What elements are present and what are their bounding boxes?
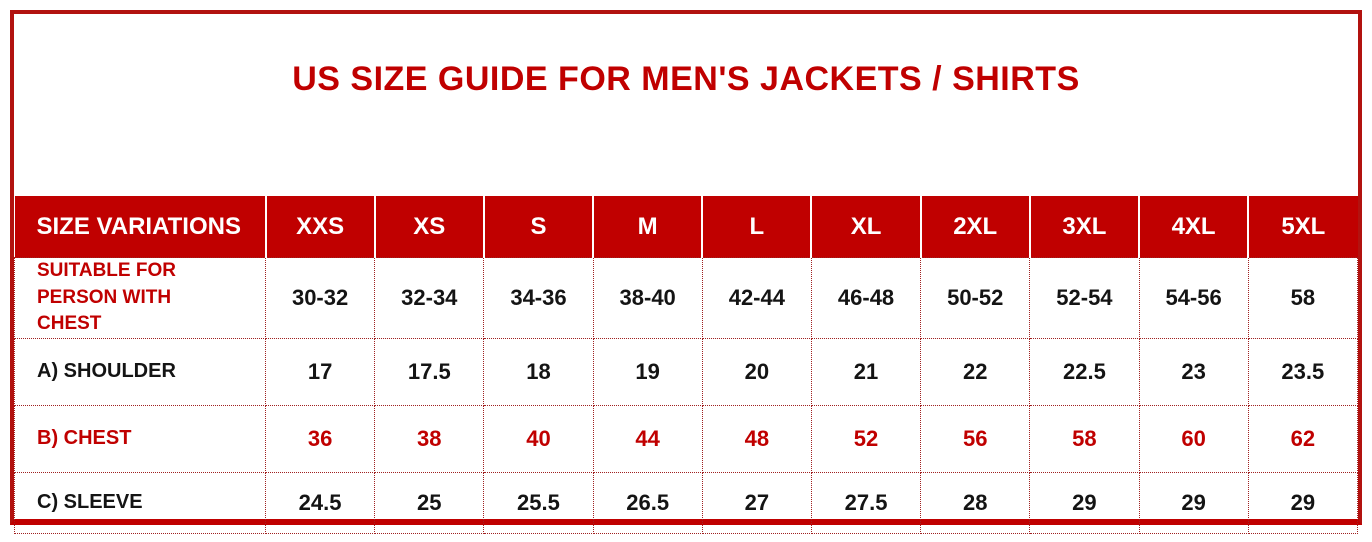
cell-value: 18 xyxy=(484,338,593,405)
cell-value: 34-36 xyxy=(484,258,593,339)
header-2xl: 2XL xyxy=(921,196,1030,258)
table-row-chest-range xyxy=(15,258,1358,339)
cell-value: 50-52 xyxy=(921,258,1030,339)
cell-value: 22.5 xyxy=(1030,338,1139,405)
cell-value: 25 xyxy=(375,472,484,533)
cell-value: 48 xyxy=(702,405,811,472)
cell-value: 22 xyxy=(921,338,1030,405)
cell-value: 27.5 xyxy=(811,472,920,533)
cell-value: 54-56 xyxy=(1139,258,1248,339)
table-row-chest xyxy=(15,405,1358,472)
cell-value: 19 xyxy=(593,338,702,405)
row-label-chest: B) CHEST xyxy=(15,405,266,472)
cell-value: 58 xyxy=(1248,258,1357,339)
cell-value: 38 xyxy=(375,405,484,472)
header-m: M xyxy=(593,196,702,258)
cell-value: 29 xyxy=(1139,472,1248,533)
cell-value: 20 xyxy=(702,338,811,405)
header-s: S xyxy=(484,196,593,258)
cell-value: 23.5 xyxy=(1248,338,1357,405)
header-4xl: 4XL xyxy=(1139,196,1248,258)
cell-value: 62 xyxy=(1248,405,1357,472)
cell-value: 38-40 xyxy=(593,258,702,339)
cell-value: 17 xyxy=(266,338,375,405)
cell-value: 60 xyxy=(1139,405,1248,472)
cell-value: 52-54 xyxy=(1030,258,1139,339)
row-label-sleeve: C) SLEEVE xyxy=(15,472,266,533)
cell-value: 36 xyxy=(266,405,375,472)
cell-value: 27 xyxy=(702,472,811,533)
cell-value: 25.5 xyxy=(484,472,593,533)
size-guide-frame xyxy=(10,10,1362,525)
table-row-shoulder xyxy=(15,338,1358,405)
cell-value: 21 xyxy=(811,338,920,405)
table-row-sleeve xyxy=(15,472,1358,533)
header-xl: XL xyxy=(811,196,920,258)
cell-value: 56 xyxy=(921,405,1030,472)
header-l: L xyxy=(702,196,811,258)
cell-value: 26.5 xyxy=(593,472,702,533)
cell-value: 46-48 xyxy=(811,258,920,339)
cell-value: 29 xyxy=(1030,472,1139,533)
cell-value: 42-44 xyxy=(702,258,811,339)
header-3xl: 3XL xyxy=(1030,196,1139,258)
header-xs: XS xyxy=(375,196,484,258)
cell-value: 58 xyxy=(1030,405,1139,472)
row-label-shoulder: A) SHOULDER xyxy=(15,338,266,405)
cell-value: 17.5 xyxy=(375,338,484,405)
cell-value: 30-32 xyxy=(266,258,375,339)
cell-value: 52 xyxy=(811,405,920,472)
header-xxs: XXS xyxy=(266,196,375,258)
cell-value: 28 xyxy=(921,472,1030,533)
cell-value: 29 xyxy=(1248,472,1357,533)
title-area xyxy=(14,14,1358,196)
page-title: US SIZE GUIDE FOR MEN'S JACKETS / SHIRTS xyxy=(292,60,1080,98)
header-row xyxy=(15,196,1358,258)
size-guide-table xyxy=(14,196,1358,534)
cell-value: 32-34 xyxy=(375,258,484,339)
cell-value: 23 xyxy=(1139,338,1248,405)
cell-value: 40 xyxy=(484,405,593,472)
header-5xl: 5XL xyxy=(1248,196,1357,258)
cell-value: 44 xyxy=(593,405,702,472)
header-size-variations: SIZE VARIATIONS xyxy=(15,196,266,258)
row-label-chest-range: SUITABLE FOR PERSON WITH CHEST xyxy=(15,258,266,339)
cell-value: 24.5 xyxy=(266,472,375,533)
